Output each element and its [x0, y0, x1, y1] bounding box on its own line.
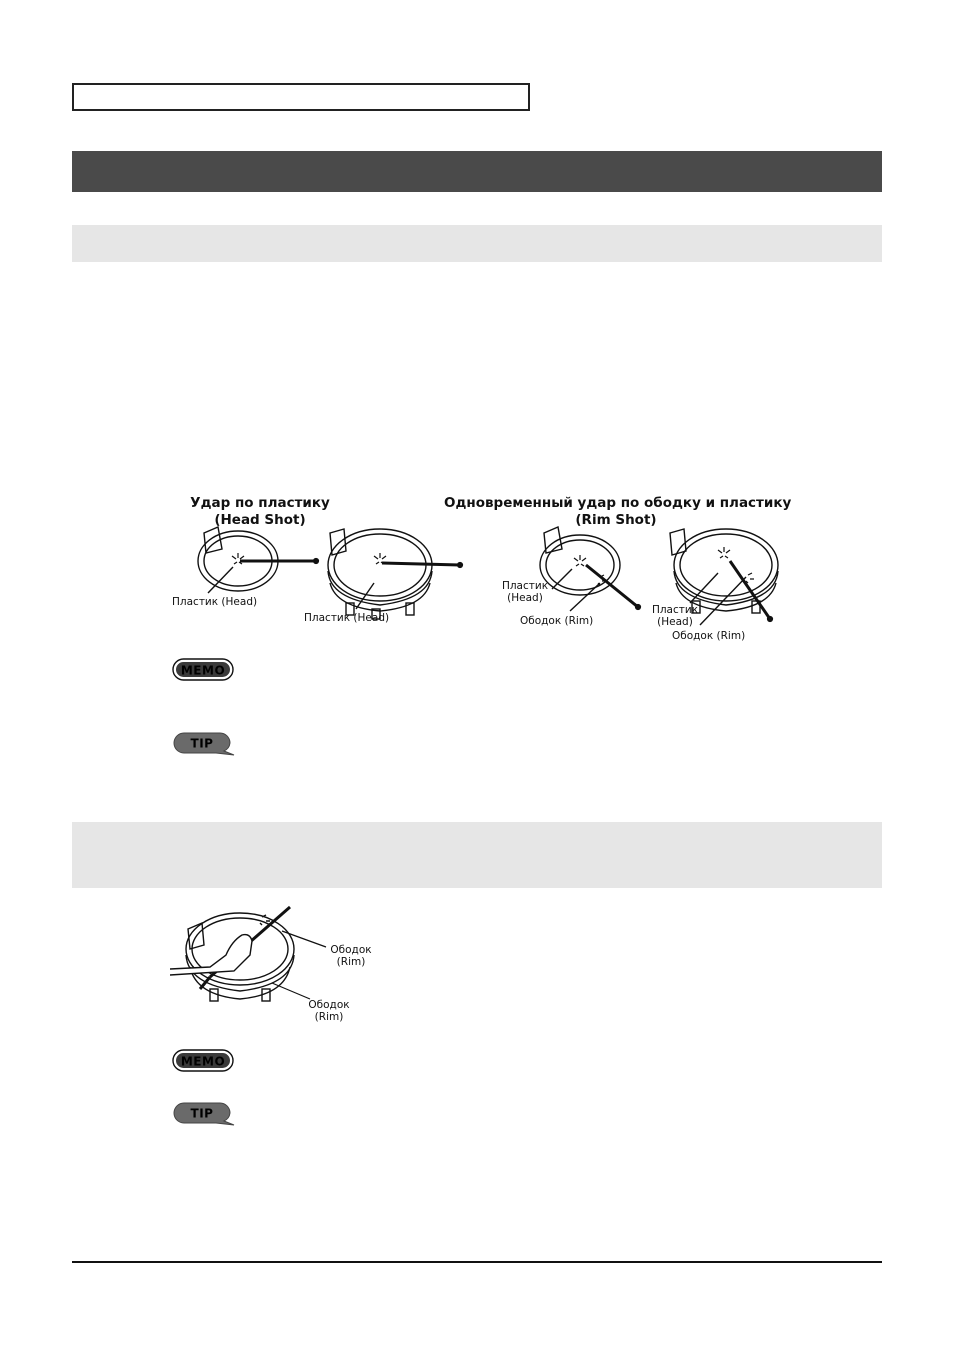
memo-label-2: MEMO: [180, 1054, 226, 1069]
pad-full-head-shot: [328, 529, 432, 619]
pad-flat-head-shot: [198, 527, 278, 591]
subsection-bar-2: [72, 822, 882, 888]
tip-badge-2: [172, 1101, 238, 1127]
subsection-bar-1: [72, 225, 882, 262]
label-head-b: Пластик (Head): [304, 612, 390, 624]
label-rs-rim-a: Ободок (Rim): [520, 615, 594, 627]
tip-label-2: TIP: [190, 1106, 214, 1121]
memo-badge-1: [172, 658, 236, 682]
head-shot-title: Удар по пластику (Head Shot): [190, 495, 330, 528]
rim-leader-lines: [270, 925, 340, 1005]
footer-rule: [72, 1261, 882, 1263]
label-rim-top: Ободок (Rim): [330, 944, 372, 968]
pad-flat-rim-shot: [540, 527, 620, 595]
tip-label-1: TIP: [190, 736, 214, 751]
label-rs-rim-b: Ободок (Rim): [672, 630, 746, 642]
label-rim-bottom: Ободок (Rim): [308, 999, 350, 1023]
memo-label-1: MEMO: [180, 663, 226, 678]
section-title-bar: [72, 151, 882, 192]
label-head-a: Пластик (Head): [172, 596, 258, 608]
label-rs-head-a: Пластик (Head): [501, 580, 549, 604]
strike-illustration: [160, 525, 800, 645]
header-box: [72, 83, 530, 111]
label-rs-head-b: Пластик (Head): [651, 604, 699, 628]
rim-shot-title: Одновременный удар по ободку и пластику (Rim Shot): [444, 495, 792, 528]
tip-badge-1: [172, 731, 238, 757]
memo-badge-2: [172, 1049, 236, 1073]
